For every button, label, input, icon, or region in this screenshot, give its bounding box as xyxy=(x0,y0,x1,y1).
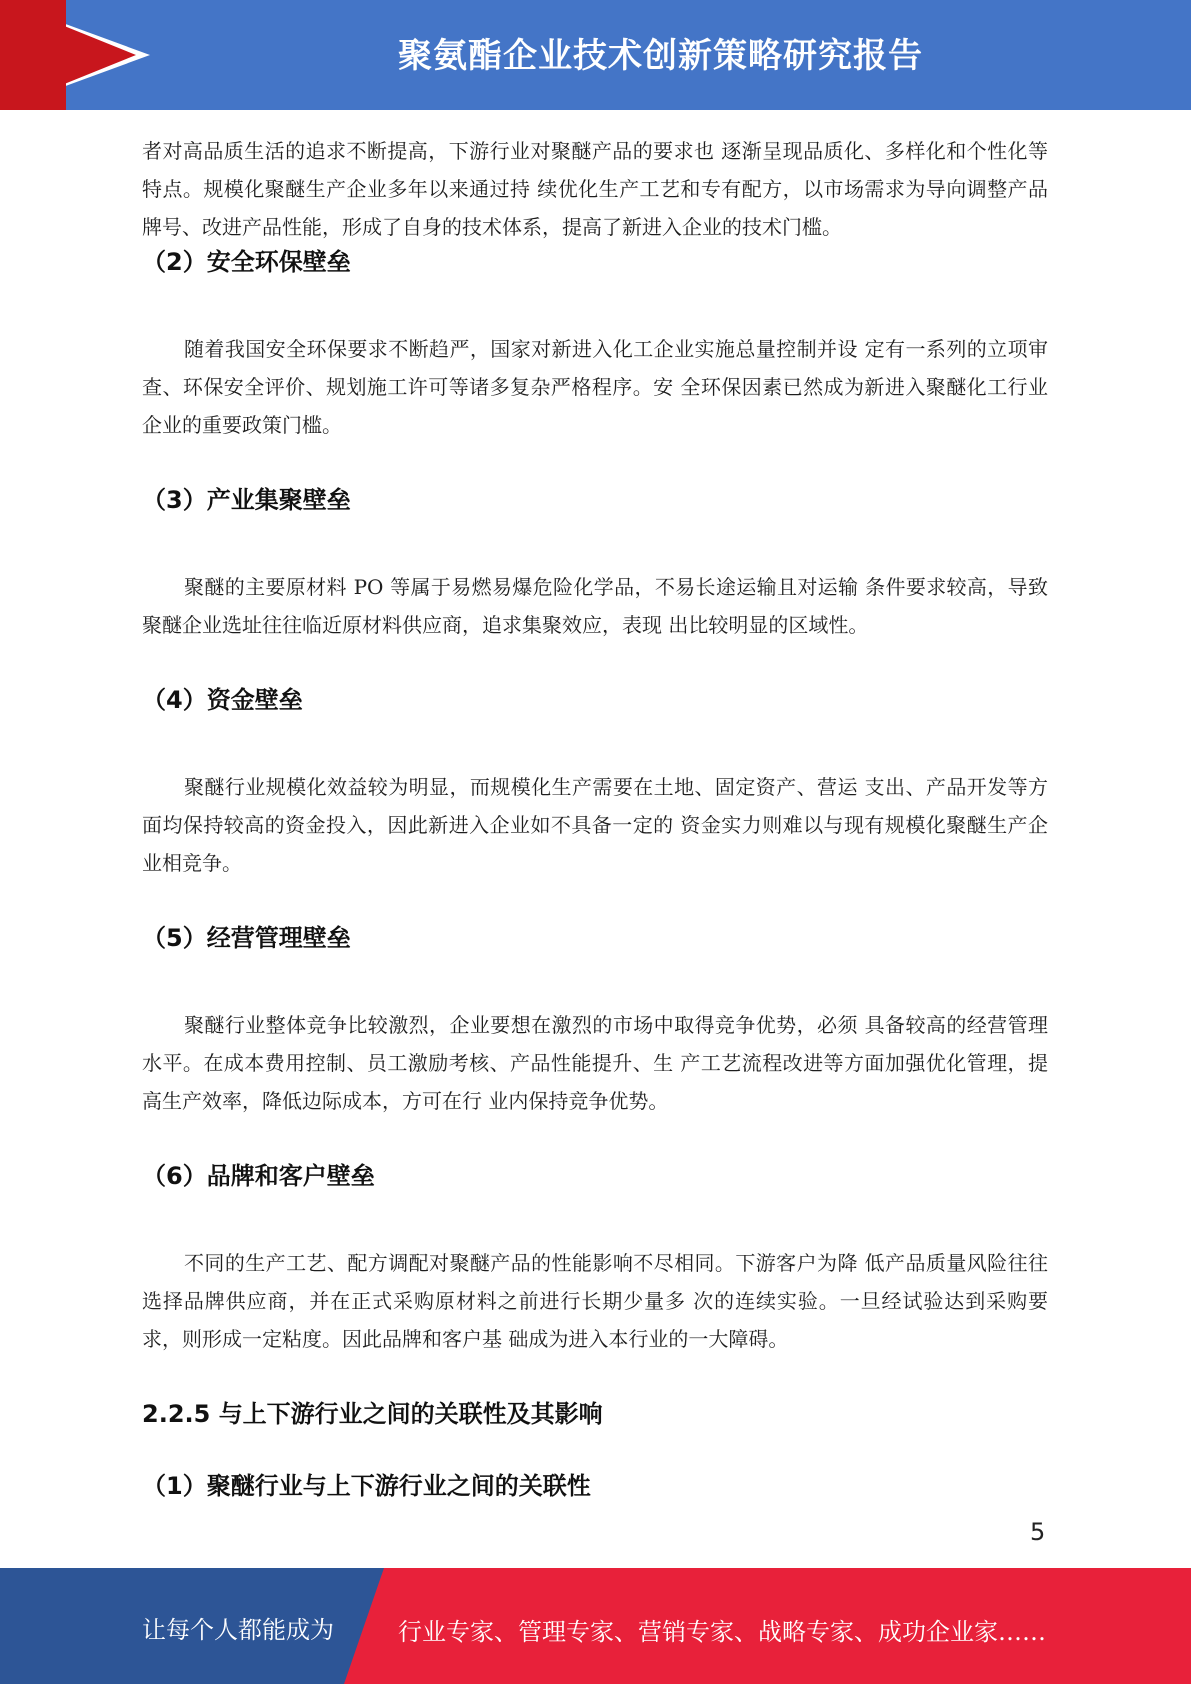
section-paragraph-cluster: 聚醚的主要原材料 PO 等属于易燃易爆危险化学品，不易长途运输且对运输 条件要求较高，导致聚醚企业选址往往临近原材料供应商，追求集聚效应，表现 出比较明显的区域性。 xyxy=(142,575,1048,637)
footer-slogan-right: 行业专家、管理专家、营销专家、战略专家、成功企业家…… xyxy=(398,1618,1046,1646)
section-heading-correlation: （1）聚醚行业与上下游行业之间的关联性 xyxy=(142,1472,591,1500)
subsection-heading: 2.2.5 与上下游行业之间的关联性及其影响 xyxy=(142,1400,603,1428)
header-red-block xyxy=(0,0,66,110)
footer-blue-slant xyxy=(344,1568,384,1684)
page-number: 5 xyxy=(1030,1518,1046,1546)
intro-paragraph: 者对高品质生活的追求不断提高，下游行业对聚醚产品的要求也 逐渐呈现品质化、多样化和个性化等特点。规模化聚醚生产企业多年以来通过持 续优化生产工艺和专有配方，以市场需求为导向调整产品牌号、改进产品性能，形成了自身的技术体系，提高了新进入企业的技术门槛。 xyxy=(142,139,1048,239)
section-paragraph-brand: 不同的生产工艺、配方调配对聚醚产品的性能影响不尽相同。下游客户为降 低产品质量风险往往选择品牌供应商，并在正式采购原材料之前进行长期少量多 次的连续实验。一旦经试验达到采购要求，则形成一定粘度。因此品牌和客户基 础成为进入本行业的一大障碍。 xyxy=(142,1251,1048,1351)
section-heading-management: （5）经营管理壁垒 xyxy=(142,924,351,952)
footer-slogan-left: 让每个人都能成为 xyxy=(142,1616,334,1644)
document-title: 聚氨酯企业技术创新策略研究报告 xyxy=(398,36,923,76)
section-heading-cluster: （3）产业集聚壁垒 xyxy=(142,486,351,514)
section-paragraph-management: 聚醚行业整体竞争比较激烈，企业要想在激烈的市场中取得竞争优势，必须 具备较高的经营管理水平。在成本费用控制、员工激励考核、产品性能提升、生 产工艺流程改进等方面加强优化管理，提高生产效率，降低边际成本，方可在行 业内保持竞争优势。 xyxy=(142,1013,1048,1113)
section-paragraph-safety: 随着我国安全环保要求不断趋严，国家对新进入化工企业实施总量控制并设 定有一系列的立项审查、环保安全评价、规划施工许可等诸多复杂严格程序。安 全环保因素已然成为新进入聚醚化工行业企业的重要政策门槛。 xyxy=(142,337,1048,437)
section-heading-capital: （4）资金壁垒 xyxy=(142,686,303,714)
footer-banner xyxy=(0,1568,1191,1684)
header-banner xyxy=(0,0,1191,110)
section-paragraph-capital: 聚醚行业规模化效益较为明显，而规模化生产需要在土地、固定资产、营运 支出、产品开发等方面均保持较高的资金投入，因此新进入企业如不具备一定的 资金实力则难以与现有规模化聚醚生产企业相竞争。 xyxy=(142,775,1048,875)
document-body xyxy=(142,132,1048,1502)
section-heading-safety: （2）安全环保壁垒 xyxy=(142,248,351,276)
section-heading-brand: （6）品牌和客户壁垒 xyxy=(142,1162,375,1190)
